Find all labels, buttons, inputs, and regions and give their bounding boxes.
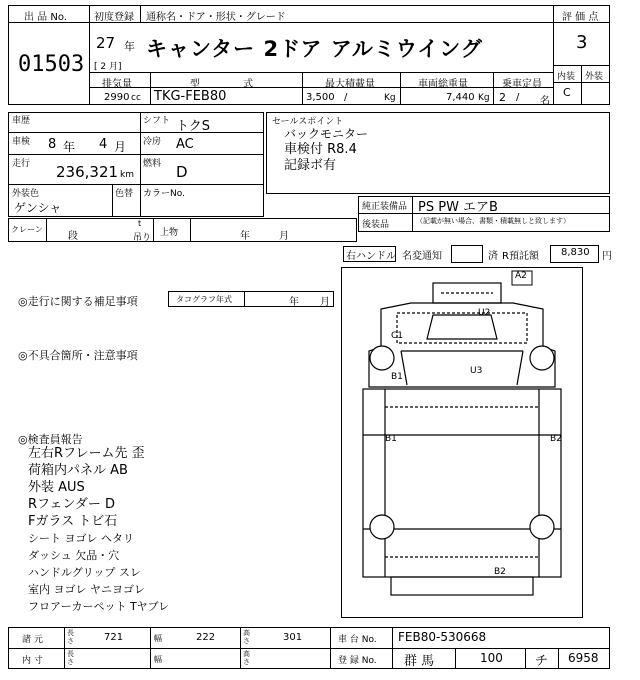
chassis-label: 車 台 No.: [338, 635, 377, 645]
ac-value: AC: [176, 137, 194, 152]
score-label: 評 価 点: [562, 12, 599, 23]
shift-label: シフト: [143, 116, 171, 126]
damage-mark: B1: [385, 434, 397, 444]
crane-label: クレーン: [11, 225, 43, 234]
height-label: 高さ: [243, 629, 250, 645]
damage-mark: U3: [470, 366, 483, 376]
inspector-line: ハンドルグリップ スレ: [28, 566, 141, 579]
recycle-label: R預託額: [502, 251, 539, 262]
gross-weight-value: 7,440: [446, 92, 475, 103]
score-value: 3: [576, 32, 588, 53]
inspector-line: Fガラス トビ石: [28, 514, 118, 529]
mileage-value: 236,321: [56, 163, 119, 181]
crane-hang: 吊り: [133, 233, 152, 243]
shift-value: トクS: [176, 119, 210, 134]
ext-color-label: 外装色: [12, 189, 40, 199]
reg-year-unit: 年: [124, 40, 135, 53]
inspection-month-unit: 月: [114, 140, 127, 154]
inspector-title: ◎検査員報告: [18, 433, 83, 446]
inspector-line: フロアーカーペット Tヤブレ: [28, 600, 170, 613]
exterior-label: 外装: [585, 72, 604, 82]
registration-kana: チ: [535, 654, 549, 669]
length-value: 721: [104, 632, 124, 643]
lot-label: 出 品 No.: [24, 12, 67, 23]
ext-color-value: ゲンシャ: [14, 201, 62, 215]
sales-point-item: 記録ボ有: [284, 158, 337, 173]
history-label: 車歴: [12, 116, 31, 126]
sales-point-item: バックモニター: [284, 127, 369, 141]
registration-number: 6958: [568, 651, 599, 665]
upper-label: 上物: [160, 228, 179, 238]
name-change-label: 名変通知: [402, 251, 442, 262]
inspection-year: 8: [48, 137, 57, 152]
displacement-label: 排気量: [102, 79, 132, 90]
tacho-year-unit: 年: [289, 297, 299, 308]
cancel-label: 済: [488, 251, 498, 262]
width-label: 幅: [154, 634, 162, 643]
inspector-report: [28, 445, 169, 615]
color-code-label: カラーNo.: [143, 189, 185, 199]
max-load-value: 3,500: [306, 92, 335, 103]
dims-label: 諸 元: [22, 635, 43, 645]
reg-year: 27: [96, 34, 116, 52]
inspection-label: 車検: [12, 137, 31, 147]
reg-month: [ 2 月]: [94, 62, 122, 72]
inner-length-label: 長さ: [67, 650, 74, 666]
tacho-label: タコグラフ年式: [176, 295, 232, 304]
registration-class: 100: [480, 651, 503, 665]
running-notes-title: ◎走行に関する補足事項: [18, 295, 138, 308]
genuine-label: 純正装備品: [362, 202, 408, 212]
max-load-unit: Kg: [384, 93, 396, 103]
inspector-line: Rフェンダー D: [28, 497, 116, 512]
fuel-value: D: [176, 163, 188, 181]
height-value: 301: [283, 632, 303, 643]
chassis-value: FEB80-530668: [398, 630, 487, 644]
upper-month-unit: 月: [279, 231, 289, 242]
model-value: TKG-FEB80: [154, 89, 227, 104]
yen-label: 円: [602, 251, 612, 262]
capacity-slash: /: [516, 92, 520, 103]
gross-weight-label: 車両総重量: [418, 79, 468, 90]
registration-label: 登 録 No.: [338, 656, 377, 666]
color-change-label: 色替: [115, 189, 134, 199]
capacity-value: 2: [499, 91, 506, 104]
name-change-box: [451, 245, 483, 263]
recycle-fee: 8,830: [561, 247, 590, 258]
displacement-value: 2990: [104, 92, 130, 103]
right-hand-label: 右ハンドル: [346, 251, 396, 262]
gross-weight-unit: Kg: [478, 93, 490, 103]
model-label: 型 式: [190, 79, 254, 90]
type-label: 通称名・ドア・形状・グレード: [146, 12, 286, 23]
first-reg-label: 初度登録: [94, 12, 134, 23]
mileage-label: 走行: [12, 159, 31, 169]
genuine-value: PS PW エアB: [418, 200, 498, 215]
registration-area: 群 馬: [404, 654, 435, 669]
damage-mark: C1: [391, 331, 404, 341]
damage-mark: A2: [515, 271, 527, 281]
mileage-unit: km: [120, 170, 134, 180]
damage-mark: B2: [550, 434, 562, 444]
capacity-label: 乗車定員: [502, 79, 542, 90]
car-name: キャンター 2ドア アルミウイング: [146, 37, 483, 61]
crane-stage: 段: [68, 231, 78, 242]
damage-mark: B1: [391, 372, 403, 382]
upper-year-unit: 年: [240, 231, 250, 242]
inspection-year-unit: 年: [63, 140, 76, 154]
length-label: 長さ: [67, 629, 74, 645]
inspector-line: シート ヨゴレ ヘタリ: [28, 532, 134, 545]
inspector-line: 外装 AUS: [28, 480, 85, 495]
inspector-line: 荷箱内パネル AB: [28, 463, 128, 478]
sales-point-item: 車検付 R8.4: [284, 142, 357, 157]
displacement-unit: cc: [131, 93, 141, 103]
tacho-month-unit: 月: [320, 297, 330, 308]
damage-mark: B2: [494, 567, 506, 577]
max-load-slash: /: [344, 92, 348, 103]
capacity-unit: 名: [540, 96, 550, 107]
aftermarket-label: 後装品: [362, 220, 390, 230]
defects-title: ◎不具合箇所・注意事項: [18, 349, 138, 362]
inner-dims-label: 内 寸: [22, 656, 43, 666]
inspector-line: ダッシュ 欠品・穴: [28, 549, 120, 562]
inner-height-label: 高さ: [243, 650, 250, 666]
crane-frame: [8, 218, 357, 242]
aftermarket-note: （記載が無い場合、書類・積載無しと致します）: [416, 217, 570, 225]
fuel-label: 燃料: [143, 159, 162, 169]
crane-ton: t: [138, 219, 142, 228]
interior-grade: C: [563, 86, 571, 99]
interior-label: 内装: [557, 72, 576, 82]
inner-width-label: 幅: [154, 655, 162, 664]
lot-number: 01503: [18, 52, 85, 77]
inspection-month: 4: [99, 137, 108, 152]
ac-label: 冷房: [143, 137, 162, 147]
width-value: 222: [196, 632, 216, 643]
sales-point-label: セールスポイント: [272, 117, 344, 127]
truck-diagram: [341, 267, 583, 618]
inspector-line: 室内 ヨゴレ ヤニヨゴレ: [28, 583, 145, 596]
max-load-label: 最大積載量: [325, 79, 375, 90]
inspector-line: 左右Rフレーム先 歪: [28, 446, 145, 461]
sales-point-list: [284, 126, 368, 174]
damage-mark: U2: [478, 308, 491, 318]
